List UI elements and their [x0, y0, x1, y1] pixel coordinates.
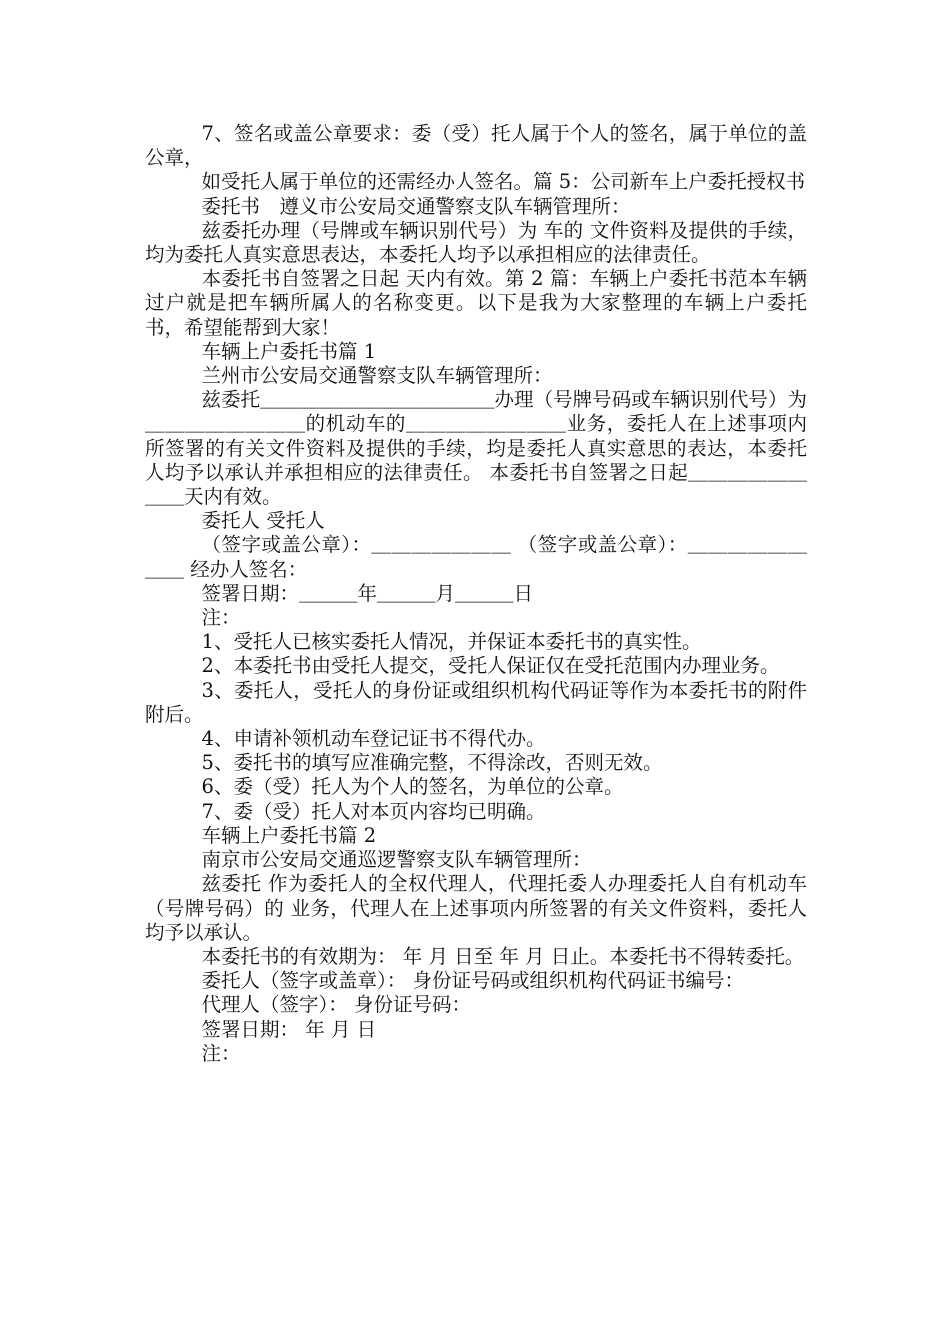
signature-fields: 委托人（签字或盖章）： 身份证号码或组织机构代码证书编号：	[201, 969, 744, 993]
paragraph: 委托书 遵义市公安局交通警察支队车辆管理所：	[201, 194, 631, 218]
note-item: 3、委托人，受托人的身份证或组织机构代码证等作为本委托书的附件附后。	[145, 678, 807, 726]
document-body	[145, 122, 807, 1066]
signature-labels: 委托人 受托人	[201, 509, 325, 533]
section-heading: 车辆上户委托书篇 2	[201, 823, 377, 847]
note-item: 6、委（受）托人为个人的签名，为单位的公章。	[201, 775, 624, 799]
section-heading: 车辆上户委托书篇 1	[201, 339, 377, 363]
addressee: 兰州市公安局交通警察支队车辆管理所：	[201, 364, 553, 388]
paragraph: 兹委托＿＿＿＿＿＿＿＿＿＿＿＿办理（号牌号码或车辆识别代号）为＿＿＿＿＿＿＿＿的机动车的＿＿＿＿＿＿＿＿业务，委托人在上述事项内所签署的有关文件资料及提供的手续，均是委托人真实意思的表达，本委托人均予以承认并承担相应的法律责任。 本委托书自签署之日起＿＿＿＿＿＿＿＿天内有效。	[145, 388, 807, 509]
paragraph: 7、签名或盖公章要求：委（受）托人属于个人的签名，属于单位的盖公章，	[145, 122, 807, 170]
paragraph: 兹委托办理（号牌或车辆识别代号）为 车的 文件资料及提供的手续，均为委托人真实意思表达，本委托人均予以承担相应的法律责任。	[145, 218, 807, 267]
note-item: 4、申请补领机动车登记证书不得代办。	[201, 727, 546, 751]
addressee: 南京市公安局交通巡逻警察支队车辆管理所：	[201, 848, 592, 872]
paragraph: 兹委托 作为委托人的全权代理人，代理托委人办理委托人自有机动车 （号牌号码）的 业务，代理人在上述事项内所签署的有关文件资料，委托人均予以承认。	[145, 872, 807, 944]
note-item: 1、受托人已核实委托人情况，并保证本委托书的真实性。	[201, 630, 702, 654]
note-item: 7、委（受）托人对本页内容均已明确。	[201, 799, 546, 823]
paragraph: 如受托人属于单位的还需经办人签名。篇 5：公司新车上户委托授权书	[201, 170, 806, 194]
notes-heading: 注：	[201, 1041, 241, 1065]
note-item: 2、本委托书由受托人提交，受托人保证仅在受托范围内办理业务。	[201, 654, 780, 678]
notes-heading: 注：	[201, 606, 241, 630]
signing-date: 签署日期： 年 月 日	[201, 1017, 377, 1041]
paragraph: 本委托书的有效期为： 年 月 日至 年 月 日止。本委托书不得转委托。	[201, 944, 805, 968]
signature-fields: 代理人（签字）： 身份证号码：	[201, 993, 471, 1017]
signing-date: 签署日期：＿＿＿年＿＿＿月＿＿＿日	[201, 581, 534, 605]
paragraph: 本委托书自签署之日起 天内有效。第 2 篇：车辆上户委托书范本车辆过户就是把车辆所属人的名称变更。以下是我为大家整理的车辆上户委托书，希望能帮到大家！	[145, 267, 807, 339]
note-item: 5、委托书的填写应准确完整，不得涂改，否则无效。	[201, 751, 663, 775]
signature-fields: （签字或盖公章）：＿＿＿＿＿＿＿ （签字或盖公章）：＿＿＿＿＿＿＿＿ 经办人签名：	[145, 533, 807, 581]
